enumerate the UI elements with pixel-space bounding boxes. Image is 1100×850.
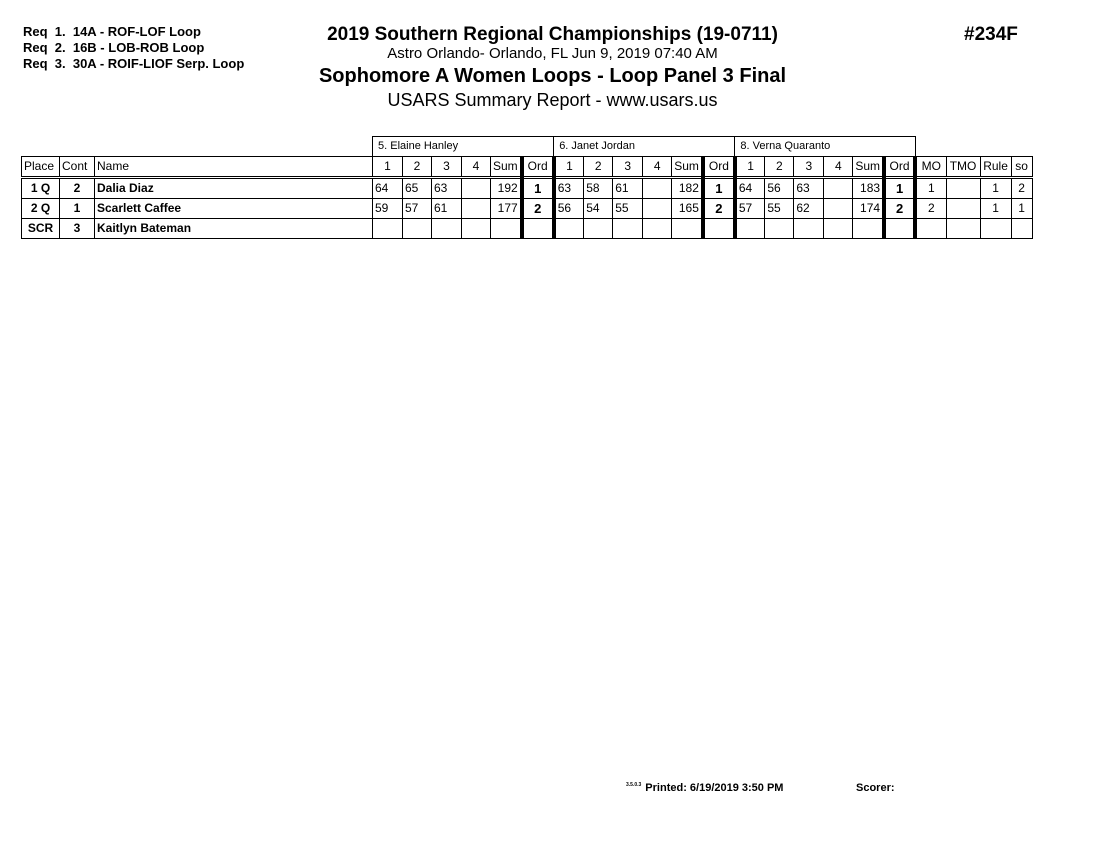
ordinal-cell [884, 219, 915, 239]
col-j1-4: 4 [462, 157, 491, 178]
col-so: so [1011, 157, 1032, 178]
score-cell: 56 [554, 199, 584, 219]
requirements-list [23, 24, 244, 72]
sum-cell: 182 [672, 178, 703, 199]
ordinal-cell: 2 [522, 199, 554, 219]
cont-cell: 2 [60, 178, 95, 199]
score-cell: 63 [554, 178, 584, 199]
col-j1-3: 3 [432, 157, 462, 178]
score-cell [462, 199, 491, 219]
sum-cell [491, 219, 522, 239]
results-table [21, 136, 1033, 239]
event-number: #234F [964, 24, 1018, 45]
tmo-cell [946, 178, 980, 199]
col-j3-3: 3 [794, 157, 824, 178]
score-cell: 64 [373, 178, 403, 199]
tmo-cell [946, 199, 980, 219]
score-cell: 54 [584, 199, 613, 219]
score-cell [554, 219, 584, 239]
col-j2-3: 3 [613, 157, 643, 178]
ordinal-cell: 2 [703, 199, 735, 219]
score-cell: 64 [735, 178, 765, 199]
mo-cell [915, 219, 946, 239]
col-j1-2: 2 [403, 157, 432, 178]
col-j2-1: 1 [554, 157, 584, 178]
col-name: Name [95, 157, 373, 178]
printed-info [626, 782, 783, 794]
score-cell [824, 199, 853, 219]
sum-cell: 177 [491, 199, 522, 219]
table-row [22, 199, 1033, 219]
score-cell [643, 178, 672, 199]
score-cell: 62 [794, 199, 824, 219]
column-header-row [22, 157, 1033, 178]
score-cell [462, 219, 491, 239]
so-cell [1011, 219, 1032, 239]
requirement-1: Req 1. 14A - ROF-LOF Loop [23, 24, 201, 39]
score-cell [613, 219, 643, 239]
score-cell [824, 178, 853, 199]
col-j3-sum: Sum [853, 157, 884, 178]
score-cell [432, 219, 462, 239]
col-j1-ord: Ord [522, 157, 554, 178]
score-cell [584, 219, 613, 239]
score-cell [824, 219, 853, 239]
place-cell: 2 Q [22, 199, 60, 219]
col-tmo: TMO [946, 157, 980, 178]
score-cell [462, 178, 491, 199]
event-title: Sophomore A Women Loops - Loop Panel 3 Final [318, 65, 787, 87]
score-cell: 56 [765, 178, 794, 199]
score-cell: 59 [373, 199, 403, 219]
rule-cell: 1 [980, 178, 1011, 199]
place-cell: SCR [22, 219, 60, 239]
ordinal-cell: 2 [884, 199, 915, 219]
score-cell: 65 [403, 178, 432, 199]
tmo-cell [946, 219, 980, 239]
printed-timestamp: Printed: 6/19/2019 3:50 PM [645, 782, 784, 794]
requirement-3: Req 3. 30A - ROIF-LIOF Serp. Loop [23, 56, 245, 71]
col-j3-4: 4 [824, 157, 853, 178]
rule-cell [980, 219, 1011, 239]
score-cell [643, 199, 672, 219]
requirement-2: Req 2. 16B - LOB-ROB Loop [23, 40, 205, 55]
so-cell: 1 [1011, 199, 1032, 219]
score-cell: 63 [794, 178, 824, 199]
col-cont: Cont [60, 157, 95, 178]
scorer-label: Scorer: [856, 782, 895, 794]
location-date: Astro Orlando- Orlando, FL Jun 9, 2019 07:40 AM [387, 45, 718, 62]
col-place: Place [22, 157, 60, 178]
col-j3-1: 1 [735, 157, 765, 178]
score-cell: 63 [432, 178, 462, 199]
score-cell [643, 219, 672, 239]
sum-cell: 165 [672, 199, 703, 219]
judge-header-row [22, 137, 1033, 157]
score-cell: 61 [613, 178, 643, 199]
report-subtitle: USARS Summary Report - www.usars.us [387, 90, 718, 110]
col-j1-sum: Sum [491, 157, 522, 178]
ordinal-cell: 1 [522, 178, 554, 199]
sum-cell: 192 [491, 178, 522, 199]
col-rule: Rule [980, 157, 1011, 178]
score-cell: 57 [403, 199, 432, 219]
skater-name: Scarlett Caffee [95, 199, 373, 219]
score-cell: 58 [584, 178, 613, 199]
table-row [22, 219, 1033, 239]
so-cell: 2 [1011, 178, 1032, 199]
sum-cell: 174 [853, 199, 884, 219]
judge-3-name: 8. Verna Quaranto [735, 137, 915, 157]
score-cell [794, 219, 824, 239]
score-cell [373, 219, 403, 239]
col-j1-1: 1 [373, 157, 403, 178]
sum-cell [853, 219, 884, 239]
version-text: 3.5.0.3 [626, 782, 642, 788]
col-mo: MO [915, 157, 946, 178]
score-cell [403, 219, 432, 239]
mo-cell: 2 [915, 199, 946, 219]
ordinal-cell [703, 219, 735, 239]
score-cell [765, 219, 794, 239]
col-j3-2: 2 [765, 157, 794, 178]
score-cell: 55 [765, 199, 794, 219]
ordinal-cell: 1 [884, 178, 915, 199]
sum-cell: 183 [853, 178, 884, 199]
ordinal-cell: 1 [703, 178, 735, 199]
mo-cell: 1 [915, 178, 946, 199]
cont-cell: 3 [60, 219, 95, 239]
score-cell [735, 219, 765, 239]
table-row [22, 178, 1033, 199]
place-cell: 1 Q [22, 178, 60, 199]
score-cell: 57 [735, 199, 765, 219]
skater-name: Dalia Diaz [95, 178, 373, 199]
col-j2-ord: Ord [703, 157, 735, 178]
judge-1-name: 5. Elaine Hanley [373, 137, 554, 157]
skater-name: Kaitlyn Bateman [95, 219, 373, 239]
col-j2-2: 2 [584, 157, 613, 178]
sum-cell [672, 219, 703, 239]
col-j2-sum: Sum [672, 157, 703, 178]
judge-2-name: 6. Janet Jordan [554, 137, 735, 157]
score-cell: 55 [613, 199, 643, 219]
rule-cell: 1 [980, 199, 1011, 219]
ordinal-cell [522, 219, 554, 239]
competition-title: 2019 Southern Regional Championships (19-0711) [327, 24, 778, 45]
cont-cell: 1 [60, 199, 95, 219]
score-cell: 61 [432, 199, 462, 219]
col-j3-ord: Ord [884, 157, 915, 178]
col-j2-4: 4 [643, 157, 672, 178]
